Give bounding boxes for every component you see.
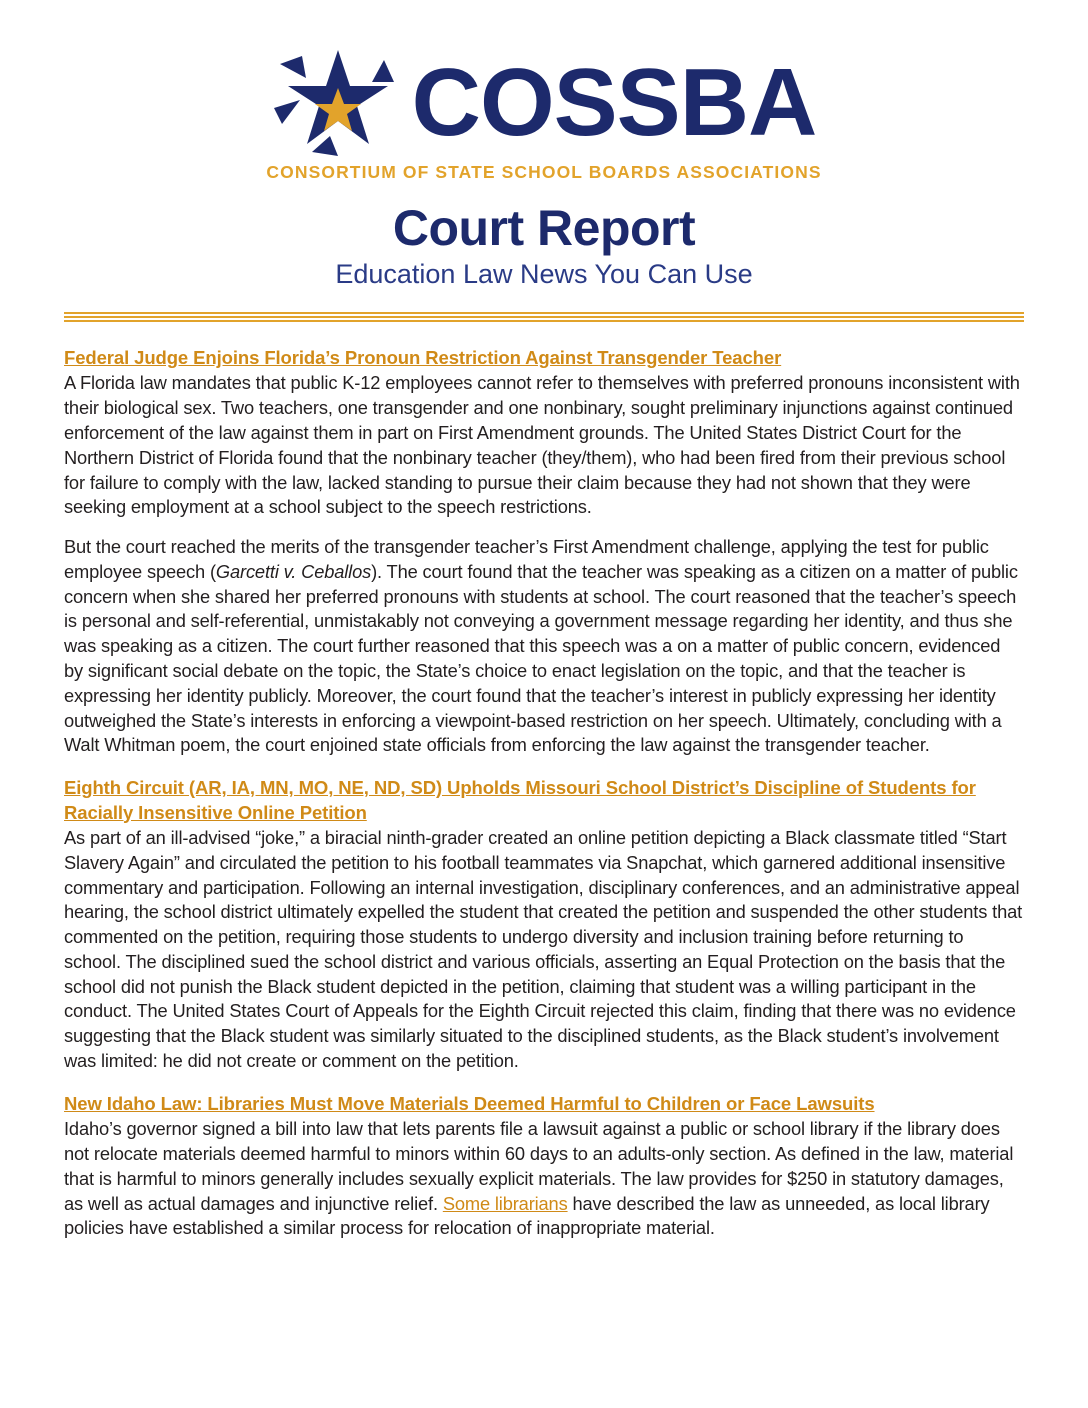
masthead bbox=[64, 0, 1024, 290]
article-heading[interactable]: Federal Judge Enjoins Florida’s Pronoun Restriction Against Transgender Teacher bbox=[64, 347, 782, 368]
article-idaho-library-law bbox=[64, 1092, 1024, 1241]
logo-subtitle: CONSORTIUM OF STATE SCHOOL BOARDS ASSOCIATIONS bbox=[266, 162, 822, 182]
article-paragraph bbox=[64, 1117, 1024, 1241]
cossba-logo bbox=[64, 48, 1024, 158]
paragraph-text-post: ). The court found that the teacher was speaking as a citizen on a matter of public concern when she shared her preferred pronouns with students at school. The court reasoned that the teacher’s speech is personal and self-referential, unmistakably not conveying a government message regarding her identity, and thus she was speaking as a citizen. The court further reasoned that this speech was a on a matter of public concern, evidenced by significant social debate on the topic, the State’s choice to enact legislation on the topic, and that the teacher is expressing her identity publicly. Moreover, the court found that the teacher’s interest in publicly expressing her identity outweighed the State’s interests in enforcing a viewpoint-based restriction on her speech. Ultimately, concluding with a Walt Whitman poem, the court enjoined state officials from enforcing the law against the transgender teacher. bbox=[64, 560, 1018, 756]
paragraph-text-post: have described the law as unneeded, as local library policies have established a similar process for relocation of inappropriate material. bbox=[64, 1192, 990, 1239]
cossba-star-logo bbox=[272, 48, 402, 158]
page-title: Court Report bbox=[392, 200, 696, 256]
divider bbox=[64, 312, 1024, 322]
article-heading[interactable]: New Idaho Law: Libraries Must Move Materials Deemed Harmful to Children or Face Lawsuits bbox=[64, 1092, 875, 1114]
paragraph-text-pre: But the court reached the merits of the transgender teacher’s First Amendment challenge, applying the test for public employee speech ( bbox=[64, 536, 989, 582]
article-paragraph: A Florida law mandates that public K-12 employees cannot refer to themselves with preferred pronouns inconsistent with their biological sex. Two teachers, one transgender and one nonbinary, sought preliminary injunctions against continued enforcement of the law against them in part on First Amendment grounds. The United States District Court for the Northern District of Florida found that the nonbinary teacher (they/them), who had been fired from their previous school for failure to comply with the law, lacked standing to pursue their claim because they had not shown that they were seeking employment at a school subject to the speech restrictions. bbox=[64, 372, 1020, 518]
article-paragraph bbox=[64, 535, 1024, 758]
page-subtitle: Education Law News You Can Use bbox=[335, 259, 753, 289]
case-citation: Garcetti v. Ceballos bbox=[215, 560, 372, 582]
some-librarians-link[interactable]: Some librarians bbox=[442, 1192, 568, 1214]
article-eighth-circuit-petition bbox=[64, 776, 1024, 1074]
article-paragraph: As part of an ill-advised “joke,” a biracial ninth-grader created an online petition depicting a Black classmate titled “Start Slavery Again” and circulated the petition to his football teammates via Snapchat, which garnered additional insensitive commentary and participation. Following an internal investigation, disciplinary conferences, and an administrative appeal hearing, the school district ultimately expelled the student that created the petition and suspended the other students that commented on the petition, requiring those students to undergo diversity and inclusion training before returning to school. The disciplined sued the school district and various officials, asserting an Equal Protection on the basis that the school did not punish the Black student depicted in the petition, claiming that student was a willing participant in the conduct. The United States Court of Appeals for the Eighth Circuit rejected this claim, finding that there was no evidence suggesting that the Black student was similarly situated to the disciplined students, as the Black student’s involvement was limited: he did not create or comment on the petition. bbox=[64, 826, 1023, 1071]
article-florida-pronoun bbox=[64, 346, 1024, 758]
article-heading[interactable]: Eighth Circuit (AR, IA, MN, MO, NE, ND, SD) Upholds Missouri School District’s Discipline of Students for Racially Insensitive Online Petition bbox=[64, 777, 976, 823]
logo-wordmark: COSSBA bbox=[411, 49, 817, 157]
paragraph-text-pre: Idaho’s governor signed a bill into law that lets parents file a lawsuit against a public or school library if the library does not relocate materials deemed harmful to minors within 60 days to an adults-only section. As defined in the law, material that is harmful to minors generally includes sexually explicit materials. The law provides for $250 in statutory damages, as well as actual damages and injunctive relief. bbox=[64, 1118, 1014, 1214]
